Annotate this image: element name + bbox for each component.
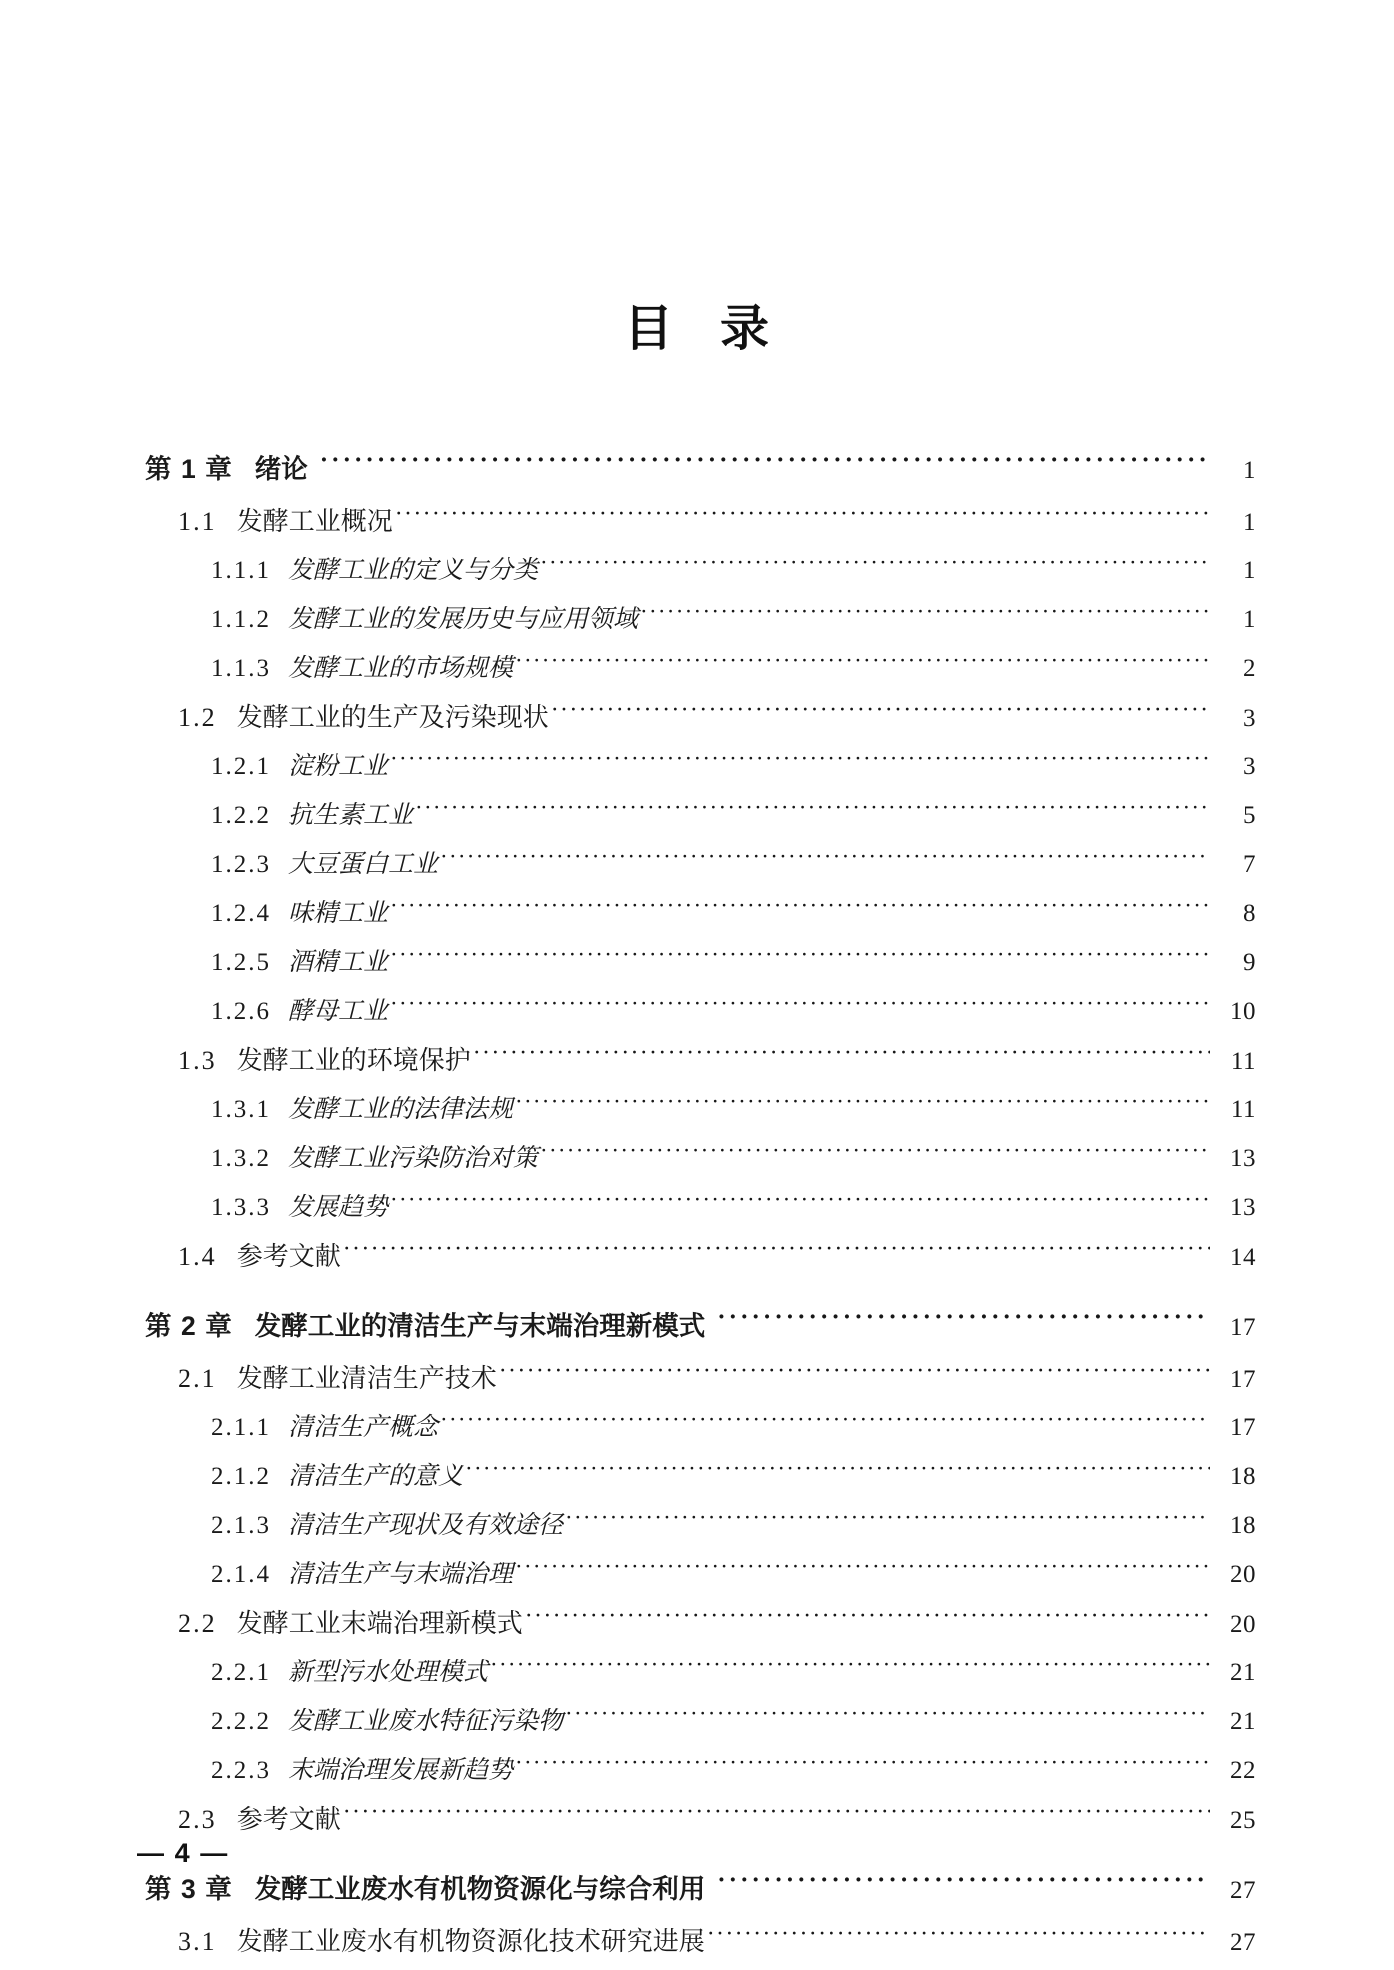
toc-page-number: 7 xyxy=(1243,851,1256,878)
toc-entry-number: 第 3 章 xyxy=(145,1874,233,1904)
toc-entry[interactable] xyxy=(0,648,1394,697)
toc-entry-title: 发酵工业的法律法规 xyxy=(288,1096,514,1123)
toc-entry-title: 发酵工业概况 xyxy=(236,507,393,536)
toc-leader-dots xyxy=(465,1459,1210,1484)
toc-entry[interactable] xyxy=(0,1505,1394,1554)
toc-page-number: 3 xyxy=(1243,705,1256,732)
toc-entry[interactable] xyxy=(0,1652,1394,1701)
toc-page-number: 17 xyxy=(1230,1414,1256,1441)
toc-leader-dots xyxy=(440,1410,1210,1435)
toc-entry-title: 酵母工业 xyxy=(288,998,389,1025)
toc-page-number: 20 xyxy=(1230,1561,1256,1588)
toc-entry-title: 发酵工业的生产及污染现状 xyxy=(236,703,549,732)
toc-page-number: 11 xyxy=(1230,1048,1256,1075)
toc-entry-number: 1.3.3 xyxy=(211,1194,271,1221)
toc-page-number: 10 xyxy=(1230,998,1256,1025)
toc-entry-title: 参考文献 xyxy=(236,1805,341,1834)
toc-entry[interactable] xyxy=(0,1701,1394,1750)
toc-entry-number: 第 2 章 xyxy=(145,1311,233,1341)
toc-entry[interactable] xyxy=(0,1867,1394,1921)
toc-page-number: 1 xyxy=(1243,557,1256,584)
toc-entry-title: 发酵工业的发展历史与应用领域 xyxy=(288,606,639,633)
toc-page-number: 17 xyxy=(1230,1314,1256,1341)
toc-entry-title: 发酵工业的市场规模 xyxy=(288,655,514,682)
toc-entry[interactable] xyxy=(0,942,1394,991)
toc-entry-title: 绪论 xyxy=(254,454,308,484)
page-title-char-left: 目 xyxy=(624,301,674,356)
toc-entry-number: 2.2 xyxy=(178,1609,217,1638)
toc-entry-title: 清洁生产概念 xyxy=(288,1414,439,1441)
toc-entry[interactable] xyxy=(0,1407,1394,1456)
toc-leader-dots xyxy=(540,1141,1210,1166)
toc-leader-dots xyxy=(390,896,1210,921)
toc-leader-dots xyxy=(540,553,1210,578)
toc-entry[interactable] xyxy=(0,501,1394,550)
toc-entry-number: 2.1.1 xyxy=(211,1414,271,1441)
toc-page-number: 14 xyxy=(1230,1244,1256,1271)
toc-page-number: 2 xyxy=(1243,655,1256,682)
toc-entry[interactable] xyxy=(0,1456,1394,1505)
page-footer xyxy=(128,1838,238,1869)
toc-page-number: 5 xyxy=(1243,802,1256,829)
toc-entry-title: 淀粉工业 xyxy=(288,753,389,780)
toc-page-number: 13 xyxy=(1230,1194,1256,1221)
toc-leader-dots xyxy=(515,1557,1210,1582)
toc-entry-number: 1.1.3 xyxy=(211,655,271,682)
toc-page-number: 18 xyxy=(1230,1512,1256,1539)
toc-entry-title: 酒精工业 xyxy=(288,949,389,976)
toc-entry-number: 2.2.2 xyxy=(211,1708,271,1735)
toc-page-number: 1 xyxy=(1243,606,1256,633)
toc-entry[interactable] xyxy=(0,1089,1394,1138)
toc-entry[interactable] xyxy=(0,893,1394,942)
toc-entry[interactable] xyxy=(0,1921,1394,1970)
page-title-char-right: 录 xyxy=(720,301,770,356)
toc-leader-dots xyxy=(390,994,1210,1019)
toc-page-number: 22 xyxy=(1230,1757,1256,1784)
toc-entry-title: 发展趋势 xyxy=(288,1194,389,1221)
toc-entry[interactable] xyxy=(0,1236,1394,1285)
footer-dash-right: — xyxy=(200,1838,229,1868)
toc-entry-number: 1.2.4 xyxy=(211,900,271,927)
toc-entry[interactable] xyxy=(0,1554,1394,1603)
toc-leader-dots xyxy=(473,1043,1210,1069)
toc-entry[interactable] xyxy=(0,550,1394,599)
toc-page-number: 21 xyxy=(1230,1659,1256,1686)
toc-entry-number: 1.2.6 xyxy=(211,998,271,1025)
toc-leader-dots xyxy=(499,1361,1210,1387)
footer-dash-left: — xyxy=(137,1838,166,1868)
toc-entry-number: 1.2.3 xyxy=(211,851,271,878)
toc-leader-dots xyxy=(565,1704,1210,1729)
toc-page-number: 9 xyxy=(1243,949,1256,976)
toc-entry-title: 发酵工业污染防治对策 xyxy=(288,1145,539,1172)
toc-entry[interactable] xyxy=(0,1358,1394,1407)
toc-entry-title: 抗生素工业 xyxy=(288,802,414,829)
toc-leader-dots xyxy=(320,452,1210,479)
page-title xyxy=(0,290,1394,360)
toc-leader-dots xyxy=(415,798,1210,823)
toc-entry-number: 2.1 xyxy=(178,1364,217,1393)
toc-entry-title: 新型污水处理模式 xyxy=(288,1659,489,1686)
toc-leader-dots xyxy=(717,1309,1210,1336)
toc-entry-number: 1.2.5 xyxy=(211,949,271,976)
toc-entry-number: 1.3 xyxy=(178,1046,217,1075)
toc-entry-title: 发酵工业末端治理新模式 xyxy=(236,1609,523,1638)
toc-entry-title: 发酵工业废水特征污染物 xyxy=(288,1708,564,1735)
toc-entry-title: 发酵工业的环境保护 xyxy=(236,1046,471,1075)
toc-leader-dots xyxy=(390,1190,1210,1215)
toc-entry[interactable] xyxy=(0,844,1394,893)
toc-entry[interactable] xyxy=(0,1187,1394,1236)
toc-leader-dots xyxy=(395,504,1210,530)
toc-page-number: 8 xyxy=(1243,900,1256,927)
toc-entry-number: 2.1.4 xyxy=(211,1561,271,1588)
toc-leader-dots xyxy=(640,602,1210,627)
toc-entry-number: 1.1 xyxy=(178,507,217,536)
toc-leader-dots xyxy=(515,1753,1210,1778)
toc-entry-number: 2.1.2 xyxy=(211,1463,271,1490)
toc-page-number: 27 xyxy=(1230,1877,1256,1904)
toc-page-number: 1 xyxy=(1243,509,1256,536)
toc-entry-title: 味精工业 xyxy=(288,900,389,927)
toc-page-number: 20 xyxy=(1230,1611,1256,1638)
toc-leader-dots xyxy=(515,651,1210,676)
toc-leader-dots xyxy=(551,700,1210,726)
toc-page-number: 27 xyxy=(1230,1929,1256,1956)
toc-entry-number: 1.4 xyxy=(178,1242,217,1271)
toc-entry-title: 清洁生产现状及有效途径 xyxy=(288,1512,564,1539)
toc-entry[interactable] xyxy=(0,1304,1394,1358)
toc-leader-dots xyxy=(717,1872,1210,1899)
toc-page-number: 17 xyxy=(1230,1366,1256,1393)
toc-leader-dots xyxy=(390,945,1210,970)
toc-entry[interactable] xyxy=(0,1750,1394,1799)
toc-entry-title: 发酵工业的清洁生产与末端治理新模式 xyxy=(254,1311,706,1341)
toc-entry-title: 参考文献 xyxy=(236,1242,341,1271)
footer-page-number: 4 xyxy=(174,1838,192,1868)
toc-leader-dots xyxy=(707,1924,1210,1950)
toc-entry-number: 第 1 章 xyxy=(145,454,233,484)
toc-entry-number: 1.1.1 xyxy=(211,557,271,584)
toc-entry-number: 2.1.3 xyxy=(211,1512,271,1539)
toc-page-number: 13 xyxy=(1230,1145,1256,1172)
toc-leader-dots xyxy=(525,1606,1210,1632)
toc-page-number: 1 xyxy=(1243,457,1256,484)
toc-leader-dots xyxy=(515,1092,1210,1117)
toc-entry-number: 1.2.2 xyxy=(211,802,271,829)
toc-entry[interactable] xyxy=(0,795,1394,844)
toc-page-number: 3 xyxy=(1243,753,1256,780)
toc-entry[interactable] xyxy=(0,991,1394,1040)
toc-leader-dots xyxy=(490,1655,1210,1680)
toc-entry-number: 1.3.1 xyxy=(211,1096,271,1123)
toc-page-number: 11 xyxy=(1230,1096,1256,1123)
toc-entry[interactable] xyxy=(0,1040,1394,1089)
toc-entry-title: 发酵工业的定义与分类 xyxy=(288,557,539,584)
toc-entry-number: 2.3 xyxy=(178,1805,217,1834)
toc-entry-number: 1.2.1 xyxy=(211,753,271,780)
toc-entry[interactable] xyxy=(0,599,1394,648)
toc-page-number: 25 xyxy=(1230,1807,1256,1834)
toc-leader-dots xyxy=(390,749,1210,774)
toc-entry-title: 发酵工业废水有机物资源化与综合利用 xyxy=(254,1874,706,1904)
toc-entry-title: 发酵工业清洁生产技术 xyxy=(236,1364,497,1393)
toc-entry[interactable] xyxy=(0,697,1394,746)
toc-entry-number: 2.2.3 xyxy=(211,1757,271,1784)
toc-entry-number: 1.3.2 xyxy=(211,1145,271,1172)
toc-leader-dots xyxy=(565,1508,1210,1533)
toc-entry-number: 1.2 xyxy=(178,703,217,732)
toc-entry-title: 末端治理发展新趋势 xyxy=(288,1757,514,1784)
toc-entry[interactable] xyxy=(0,746,1394,795)
toc-page-number: 18 xyxy=(1230,1463,1256,1490)
toc-entry-title: 大豆蛋白工业 xyxy=(288,851,439,878)
toc-entry-number: 1.1.2 xyxy=(211,606,271,633)
toc-entry-title: 清洁生产与末端治理 xyxy=(288,1561,514,1588)
toc-entry-title: 清洁生产的意义 xyxy=(288,1463,464,1490)
toc-entry[interactable] xyxy=(0,1603,1394,1652)
toc-entry-number: 3.1 xyxy=(178,1927,217,1956)
table-of-contents xyxy=(0,447,1394,1970)
toc-entry[interactable] xyxy=(0,447,1394,501)
toc-leader-dots xyxy=(343,1239,1210,1265)
toc-entry-title: 发酵工业废水有机物资源化技术研究进展 xyxy=(236,1927,705,1956)
toc-page-number: 21 xyxy=(1230,1708,1256,1735)
toc-leader-dots xyxy=(343,1802,1210,1828)
toc-entry[interactable] xyxy=(0,1138,1394,1187)
toc-leader-dots xyxy=(440,847,1210,872)
toc-entry-number: 2.2.1 xyxy=(211,1659,271,1686)
